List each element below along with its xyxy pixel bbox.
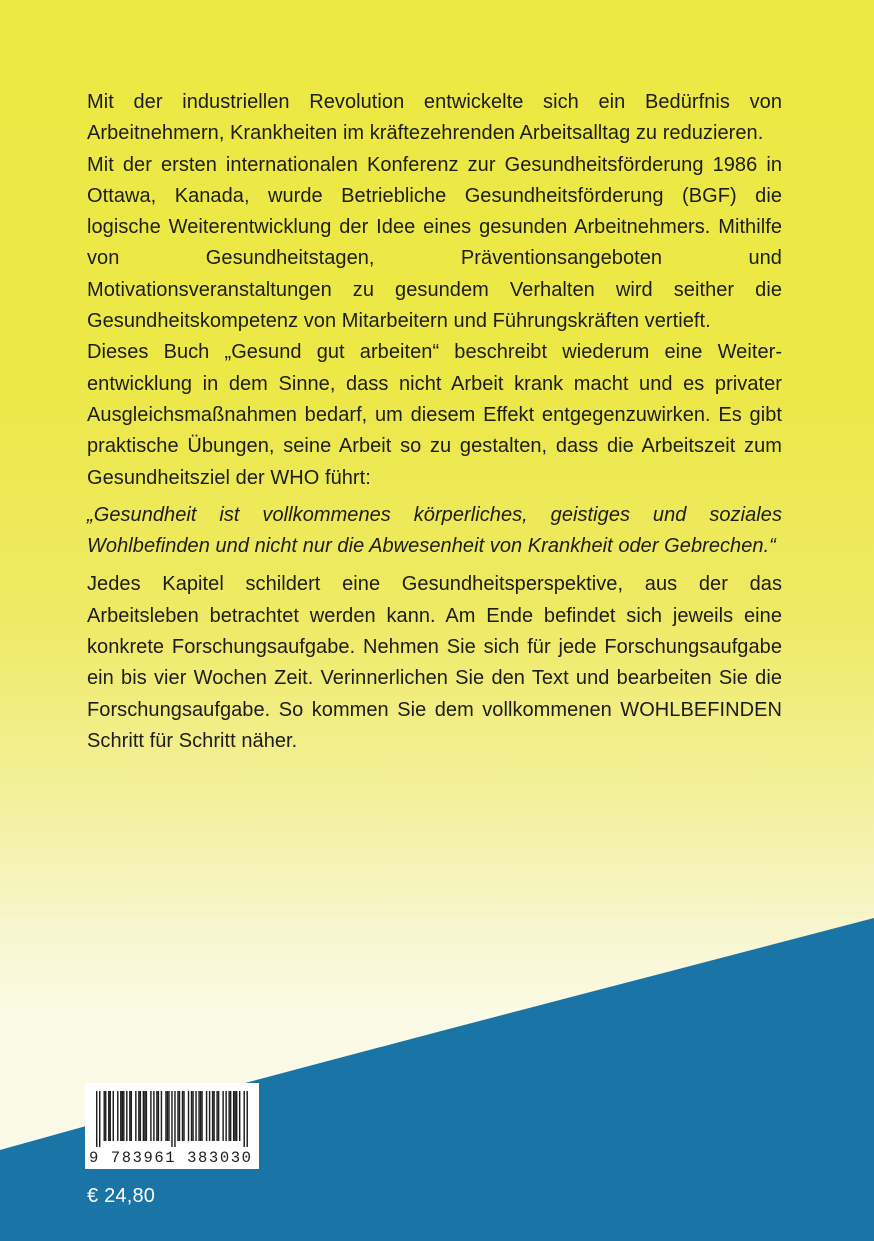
barcode-bar bbox=[113, 1091, 114, 1141]
barcode-bar bbox=[110, 1091, 111, 1141]
barcode-bar bbox=[150, 1091, 151, 1141]
barcode-bar bbox=[122, 1091, 123, 1141]
barcode-bar bbox=[174, 1091, 175, 1147]
barcode-bar bbox=[182, 1091, 183, 1141]
barcode-bar bbox=[212, 1091, 213, 1141]
barcode-bars-graphic bbox=[96, 1091, 248, 1147]
barcode-bar bbox=[99, 1091, 100, 1147]
barcode-bar bbox=[216, 1091, 217, 1141]
barcode-bar bbox=[236, 1091, 237, 1141]
barcode-bar bbox=[143, 1091, 144, 1141]
isbn-barcode bbox=[85, 1083, 259, 1169]
barcode-bar bbox=[218, 1091, 219, 1141]
barcode-bar bbox=[234, 1091, 235, 1141]
barcode-bar bbox=[120, 1091, 121, 1141]
barcode-bar bbox=[167, 1091, 168, 1141]
paragraph-bgf: Mit der ersten internationalen Konferenz zur Gesundheitsförderung 1986 in Ottawa, Kanada, wurde Betriebliche Gesundheitsförderung (BGF) die logische Weiterentwicklung der Idee eines gesunden Arbeitnehmers. Mithilfe von Gesundheitstagen, Präventionsangeboten und Motivationsveranstaltungen zu gesundem Verhalten wird seither die Gesundheitskompetenz von Mitarbeitern und Führungskräften vertieft. bbox=[87, 153, 782, 333]
barcode-bar bbox=[225, 1091, 226, 1141]
blurb-text bbox=[87, 87, 782, 757]
barcode-bar bbox=[188, 1091, 189, 1141]
paragraph-book: Dieses Buch „Gesund gut arbeiten“ beschreibt wiederum eine Weiterentwicklung in dem Sinne, dass nicht Arbeit krank macht und es privater Ausgleichsmaßnahmen bedarf, um diesem Effekt entgegenzuwirken. Es gibt praktische Übungen, seine Arbeit so zu gestalten, dass die Arbeitszeit zum Gesundheitsziel der WHO führt: bbox=[87, 341, 782, 489]
barcode-bar bbox=[96, 1091, 97, 1147]
barcode-bar bbox=[191, 1091, 192, 1141]
barcode-bar bbox=[105, 1091, 106, 1141]
barcode-bar bbox=[171, 1091, 172, 1147]
barcode-bar bbox=[158, 1091, 159, 1141]
paragraph-closing: Jedes Kapitel schildert eine Gesundheitsperspektive, aus der das Arbeitsleben betrachtet werden kann. Am Ende befindet sich jeweils eine konkrete Forschungsaufgabe. Nehmen Sie sich für jede Forschungsaufgabe ein bis vier Wochen Zeit. Verinnerlichen Sie den Text und bearbeiten Sie die Forschungsaufgabe. So kommen Sie dem vollkommenen WOHLBEFINDEN Schritt für Schritt näher. bbox=[87, 573, 782, 752]
barcode-bar bbox=[228, 1091, 229, 1141]
barcode-bar bbox=[117, 1091, 118, 1141]
barcode-bar bbox=[138, 1091, 139, 1141]
barcode-bar bbox=[195, 1091, 196, 1141]
barcode-bar bbox=[209, 1091, 210, 1141]
barcode-digits: 9 783961 383030 bbox=[89, 1149, 253, 1167]
barcode-bar bbox=[243, 1091, 244, 1147]
barcode-bar bbox=[230, 1091, 231, 1141]
paragraph-intro: Mit der industriellen Revolution entwickelte sich ein Bedürfnis von Arbeitnehmern, Krankheiten im kräftezehrenden Arbeitsalltag zu reduzieren. bbox=[87, 91, 782, 145]
barcode-bar bbox=[123, 1091, 124, 1141]
barcode-bar bbox=[144, 1091, 145, 1141]
barcode-bar bbox=[168, 1091, 169, 1141]
barcode-bar bbox=[126, 1091, 127, 1141]
barcode-bar bbox=[201, 1091, 202, 1141]
barcode-bar bbox=[108, 1091, 109, 1141]
barcode-bar bbox=[165, 1091, 166, 1141]
who-quote: „Gesundheit ist vollkommenes körperliches, geistiges und soziales Wohlbefinden und nicht nur die Abwesenheit von Krankheit oder Gebrechen.“ bbox=[87, 503, 782, 558]
barcode-bar bbox=[183, 1091, 184, 1141]
barcode-bar bbox=[179, 1091, 180, 1141]
barcode-bar bbox=[131, 1091, 132, 1141]
barcode-bar bbox=[146, 1091, 147, 1141]
barcode-bar bbox=[156, 1091, 157, 1141]
barcode-bar bbox=[104, 1091, 105, 1141]
barcode-bar bbox=[247, 1091, 248, 1147]
barcode-bar bbox=[192, 1091, 193, 1141]
barcode-bar bbox=[233, 1091, 234, 1141]
barcode-bar bbox=[177, 1091, 178, 1141]
barcode-bar bbox=[213, 1091, 214, 1141]
barcode-bar bbox=[129, 1091, 130, 1141]
barcode-bar bbox=[206, 1091, 207, 1141]
price-label: € 24,80 bbox=[87, 1185, 156, 1207]
barcode-bar bbox=[135, 1091, 136, 1141]
barcode-bar bbox=[200, 1091, 201, 1141]
barcode-bar bbox=[153, 1091, 154, 1141]
barcode-bar bbox=[239, 1091, 240, 1141]
barcode-bar bbox=[140, 1091, 141, 1141]
barcode-bar bbox=[198, 1091, 199, 1141]
barcode-bar bbox=[222, 1091, 223, 1141]
barcode-bar bbox=[161, 1091, 162, 1141]
